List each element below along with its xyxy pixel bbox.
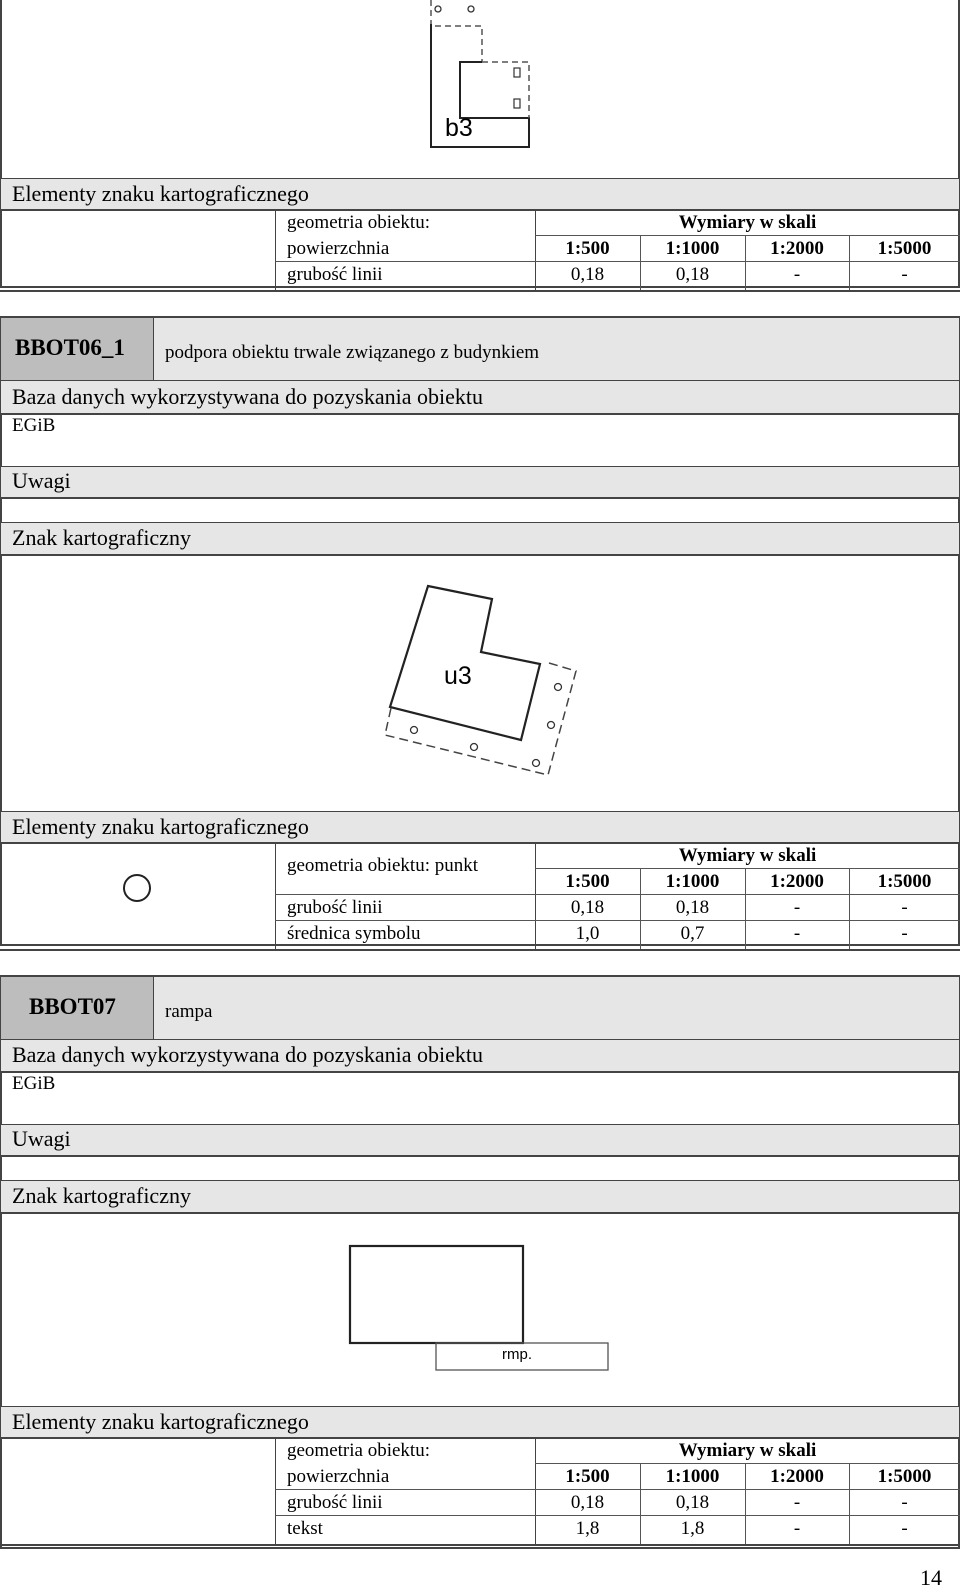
- divider: [0, 1212, 960, 1214]
- row-label: grubość linii: [287, 1492, 383, 1513]
- dimensions-header: Wymiary w skali: [678, 212, 817, 233]
- grid-line: [535, 210, 536, 290]
- row-value: -: [793, 1518, 801, 1539]
- scale-header: 1:500: [565, 238, 610, 259]
- row-value: -: [793, 897, 801, 918]
- bbot06-1-code: BBOT06_1: [15, 335, 125, 360]
- grid-line: [745, 235, 746, 290]
- rmp-symbol: [0, 1240, 960, 1380]
- bbot07-description: rampa: [165, 1001, 213, 1022]
- row-value: 0,7: [680, 923, 705, 944]
- grid-line: [640, 868, 641, 949]
- u3-label: u3: [444, 662, 472, 690]
- divider: [0, 1071, 960, 1073]
- divider: [0, 209, 960, 211]
- grid-line: [849, 235, 850, 290]
- scale-header: 1:2000: [770, 238, 824, 259]
- row-label: tekst: [287, 1518, 323, 1539]
- geometry-label: geometria obiektu: punkt: [287, 855, 479, 876]
- row-value: 0,18: [675, 897, 710, 918]
- grid-line: [275, 843, 276, 949]
- b3-label: b3: [445, 114, 473, 142]
- grid-line: [275, 210, 276, 290]
- row-label: grubość linii: [287, 264, 383, 285]
- row-value: -: [793, 264, 801, 285]
- dimensions-header: Wymiary w skali: [678, 1440, 817, 1461]
- row-value: 0,18: [675, 264, 710, 285]
- grid-line: [535, 235, 960, 236]
- db-header: Baza danych wykorzystywana do pozyskania obiektu: [12, 1042, 484, 1067]
- grid-line: [275, 1515, 960, 1516]
- row-value: -: [793, 923, 801, 944]
- b3-symbol: [0, 0, 960, 160]
- bbot07-code: BBOT07: [29, 994, 116, 1019]
- db-header: Baza danych wykorzystywana do pozyskania obiektu: [12, 384, 484, 409]
- row-value: 0,18: [675, 1492, 710, 1513]
- grid-line: [0, 949, 960, 951]
- notes-header-bar: [1, 467, 959, 497]
- grid-line: [275, 261, 960, 262]
- row-value: -: [901, 264, 908, 285]
- grid-line: [535, 1438, 536, 1544]
- row-value: -: [793, 1492, 801, 1513]
- scale-header: 1:2000: [770, 1466, 824, 1487]
- scale-header: 1:1000: [665, 238, 720, 259]
- grid-line: [640, 235, 641, 290]
- divider: [153, 977, 154, 1039]
- divider: [0, 1437, 960, 1439]
- point-symbol: [118, 870, 158, 910]
- grid-line: [0, 290, 960, 292]
- grid-line: [275, 1489, 960, 1490]
- divider: [0, 842, 960, 844]
- bbot07-desc-cell: [153, 977, 959, 1039]
- db-value: EGiB: [12, 1073, 56, 1094]
- divider: [153, 318, 154, 380]
- db-value: EGiB: [12, 415, 56, 436]
- grid-line: [849, 1463, 850, 1544]
- divider: [0, 554, 960, 556]
- grid-line: [0, 1544, 960, 1546]
- grid-line: [275, 1438, 276, 1544]
- scale-header: 1:1000: [665, 1466, 720, 1487]
- grid-line: [640, 1463, 641, 1544]
- geometry-label: geometria obiektu:: [287, 212, 430, 233]
- u3-symbol: [0, 570, 960, 790]
- scale-header: 1:1000: [665, 871, 720, 892]
- geometry-label: geometria obiektu:: [287, 1440, 430, 1461]
- scale-header: 1:5000: [877, 238, 932, 259]
- grid-line: [745, 868, 746, 949]
- grid-line: [535, 843, 536, 949]
- symbol-header: Znak kartograficzny: [12, 1183, 191, 1208]
- notes-header: Uwagi: [12, 1126, 71, 1151]
- elements-header: Elementy znaku kartograficznego: [12, 181, 309, 206]
- grid-line: [535, 868, 960, 869]
- row-label: grubość linii: [287, 897, 383, 918]
- grid-line: [849, 868, 850, 949]
- scale-header: 1:500: [565, 871, 610, 892]
- scale-header: 1:5000: [877, 871, 932, 892]
- elements-header: Elementy znaku kartograficznego: [12, 814, 309, 839]
- row-value: 1,0: [575, 923, 600, 944]
- row-label: średnica symbolu: [287, 923, 421, 944]
- page-number: 14: [920, 1565, 942, 1590]
- row-value: -: [901, 897, 908, 918]
- grid-line: [535, 1463, 960, 1464]
- row-value: -: [901, 1518, 908, 1539]
- divider: [0, 497, 960, 499]
- divider: [0, 1155, 960, 1157]
- scale-header: 1:500: [565, 1466, 610, 1487]
- rmp-label: rmp.: [502, 1346, 532, 1363]
- bbot06-1-description: podpora obiektu trwale związanego z budynkiem: [165, 342, 540, 363]
- row-value: -: [901, 1492, 908, 1513]
- geometry-value: powierzchnia: [287, 1466, 390, 1487]
- geometry-value: powierzchnia: [287, 238, 390, 259]
- row-value: 0,18: [570, 897, 605, 918]
- row-value: 0,18: [570, 1492, 605, 1513]
- notes-header-bar: [1, 1125, 959, 1155]
- scale-header: 1:2000: [770, 871, 824, 892]
- grid-line: [275, 920, 960, 921]
- scale-header: 1:5000: [877, 1466, 932, 1487]
- row-value: 1,8: [575, 1518, 600, 1539]
- dimensions-header: Wymiary w skali: [678, 845, 817, 866]
- row-value: 0,18: [570, 264, 605, 285]
- grid-line: [275, 894, 960, 895]
- notes-header: Uwagi: [12, 468, 71, 493]
- divider: [0, 413, 960, 415]
- row-value: -: [901, 923, 908, 944]
- row-value: 1,8: [680, 1518, 705, 1539]
- grid-line: [745, 1463, 746, 1544]
- elements-header: Elementy znaku kartograficznego: [12, 1409, 309, 1434]
- symbol-header: Znak kartograficzny: [12, 525, 191, 550]
